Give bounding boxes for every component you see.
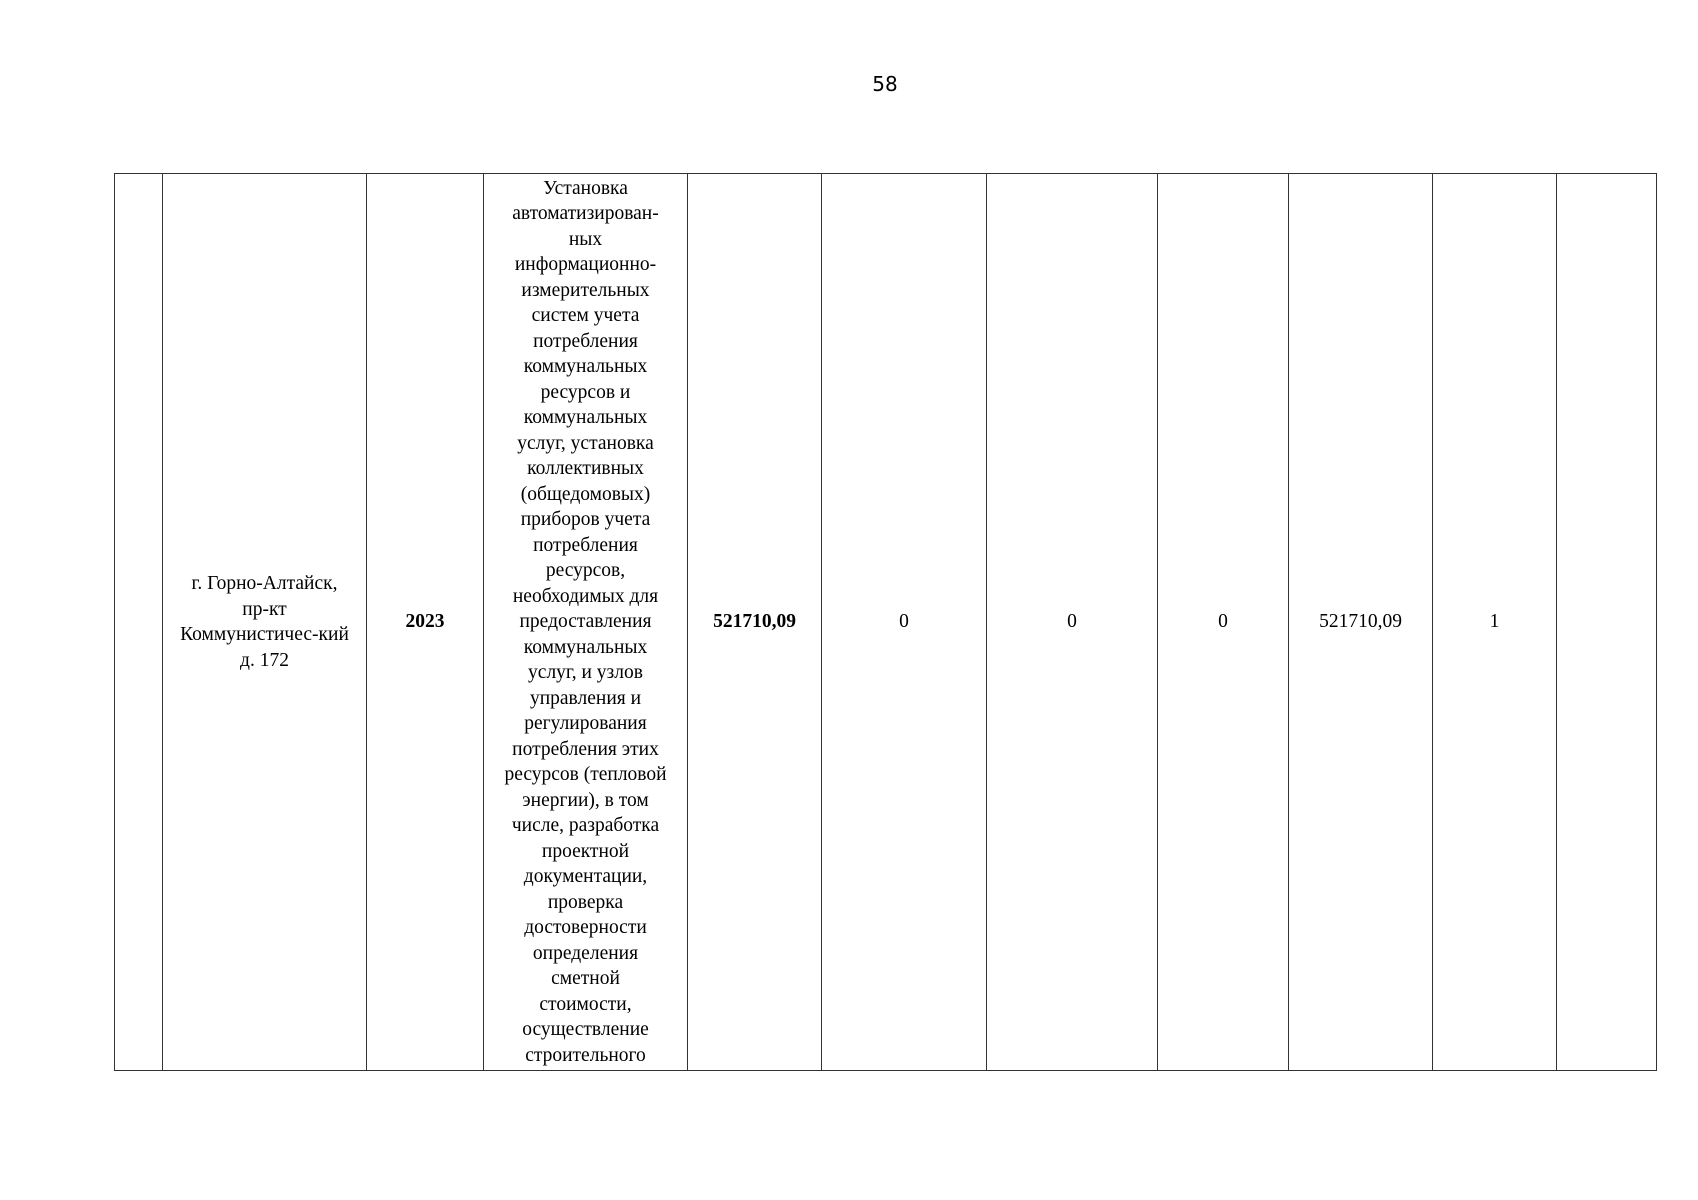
description-line: ресурсов и — [540, 381, 631, 403]
cell-number — [115, 174, 163, 1071]
cell-description — [484, 174, 688, 1071]
address-line: Коммунистичес-кий — [180, 624, 349, 645]
description-line: коммунальных — [523, 407, 648, 429]
description-line: потребления — [533, 330, 638, 352]
description-line: информационно- — [514, 254, 657, 276]
description-line: систем учета — [531, 305, 640, 327]
description-line: Установка — [543, 177, 628, 199]
description-line: измерительных — [521, 279, 650, 301]
description-line: сметной — [551, 968, 620, 990]
cell-value-4: 521710,09 — [1289, 174, 1433, 1071]
address-line: г. Горно-Алтайск, — [191, 573, 338, 594]
table-row — [115, 174, 1657, 1071]
description-line: числе, разработка — [511, 815, 660, 837]
description-line: стоимости, — [539, 993, 632, 1015]
description-line: приборов учета — [520, 509, 651, 531]
description-line: энергии), в том — [522, 789, 649, 811]
description-line: осуществление — [522, 1019, 649, 1041]
cell-year: 2023 — [367, 174, 484, 1071]
description-line: автоматизирован- — [512, 203, 659, 225]
description-line: (общедомовых) — [520, 483, 651, 505]
address-line: пр-кт — [242, 598, 287, 620]
cell-address — [163, 174, 367, 1071]
description-line: коммунальных — [523, 636, 648, 658]
description-line: услуг, установка — [517, 432, 654, 454]
description-line: проверка — [547, 891, 624, 913]
description-line: необходимых для — [512, 585, 659, 607]
description-line: предоставления — [519, 611, 652, 633]
page-number: 58 — [872, 72, 898, 96]
description-line: строительного — [525, 1044, 646, 1066]
description-line: ресурсов, — [545, 560, 626, 582]
address-line: д. 172 — [240, 649, 289, 671]
description-line: услуг, и узлов — [528, 662, 643, 684]
cell-value-3: 0 — [1158, 174, 1289, 1071]
cell-value-1: 0 — [822, 174, 987, 1071]
cell-total: 521710,09 — [688, 174, 822, 1071]
description-line: документации, — [523, 866, 648, 888]
work-table — [114, 173, 1657, 1071]
description-line: проектной — [541, 840, 630, 862]
description-line: регулирования — [524, 713, 647, 735]
description-line: потребления — [533, 534, 638, 556]
description-line: коллективных — [527, 458, 644, 480]
description-line: определения — [532, 942, 639, 964]
description-line: потребления этих — [512, 738, 659, 760]
description-line: коммунальных — [523, 356, 648, 378]
description-line: управления и — [529, 687, 642, 709]
cell-last — [1557, 174, 1657, 1071]
description-line: ресурсов (тепловой — [504, 764, 667, 786]
description-line: ных — [568, 228, 603, 250]
cell-count: 1 — [1433, 174, 1557, 1071]
cell-value-2: 0 — [987, 174, 1158, 1071]
description-line: достоверности — [524, 917, 647, 939]
